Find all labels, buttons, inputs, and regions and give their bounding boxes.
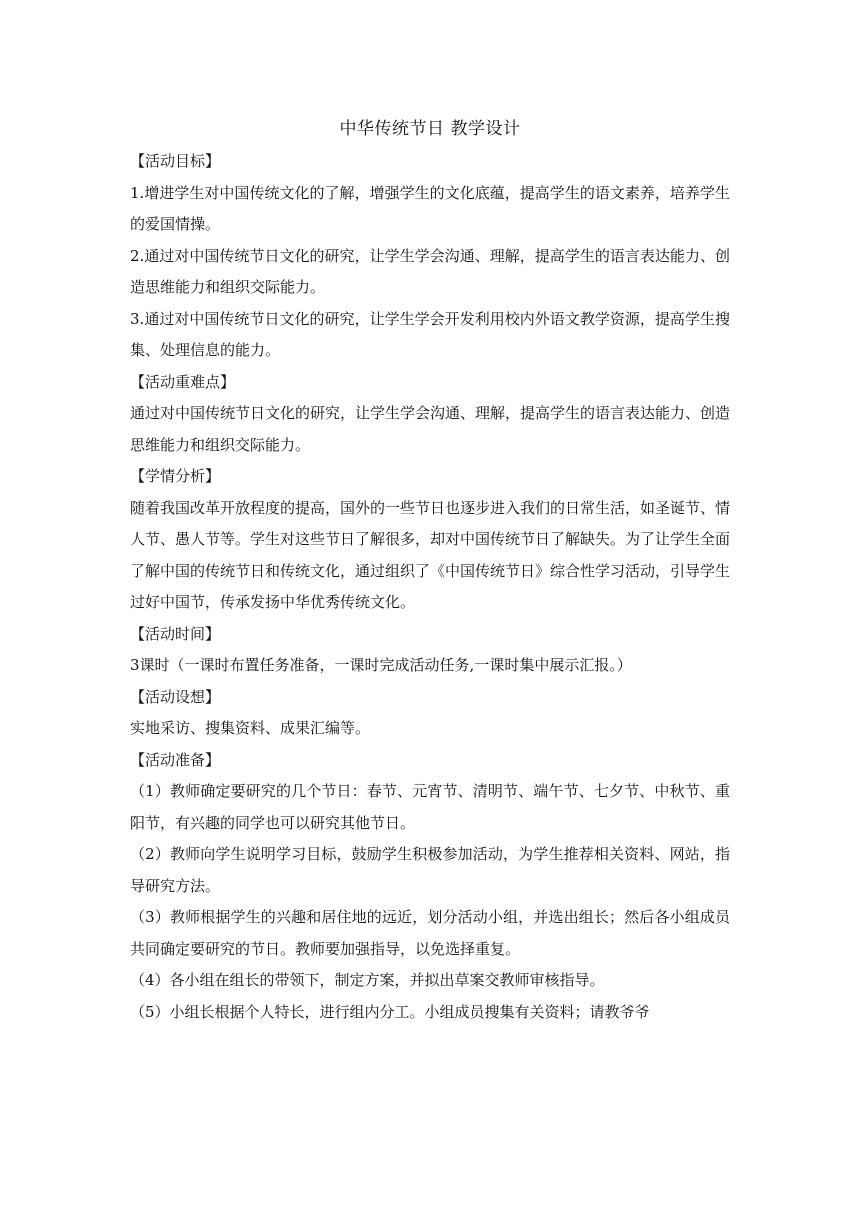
goal-paragraph-3: 3.通过对中国传统节日文化的研究，让学生学会开发利用校内外语文教学资源，提高学生搜集、处理信息的能力。	[130, 309, 730, 359]
preparation-item-5: （5）小组长根据个人特长，进行组内分工。小组成员搜集有关资料；请教爷爷	[130, 1002, 650, 1021]
preparation-item-4: （4）各小组在组长的带领下，制定方案，并拟出草案交教师审核指导。	[130, 971, 605, 989]
time-paragraph: 3课时（一课时布置任务准备，一课时完成活动任务,一课时集中展示汇报。）	[130, 656, 632, 674]
plan-paragraph: 实地采访、搜集资料、成果汇编等。	[130, 719, 371, 737]
section-heading-time: 【活动时间】	[130, 624, 221, 643]
section-heading-analysis: 【学情分析】	[130, 467, 221, 485]
section-heading-preparation: 【活动准备】	[130, 750, 221, 769]
key-points-paragraph: 通过对中国传统节日文化的研究，让学生学会沟通、理解，提高学生的语言表达能力、创造思维能力和组织交际能力。	[130, 404, 731, 454]
section-heading-plan: 【活动设想】	[130, 687, 221, 706]
section-heading-key-points: 【活动重难点】	[130, 372, 236, 391]
document-title: 中华传统节日 教学设计	[339, 119, 521, 139]
document-page	[130, 112, 730, 1028]
preparation-item-3: （3）教师根据学生的兴趣和居住地的远近，划分活动小组，并选出组长；然后各小组成员共同确定要研究的节日。教师要加强指导，以免选择重复。	[130, 908, 730, 958]
analysis-paragraph: 随着我国改革开放程度的提高，国外的一些节日也逐步进入我们的日常生活，如圣诞节、情人节、愚人节等。学生对这些节日了解很多，却对中国传统节日了解缺失。为了让学生全面了解中国的传统节日和传统文化，通过组织了《中国传统节日》综合性学习活动，引导学生过好中国节，传承发扬中华优秀传统文化。	[130, 498, 731, 611]
goal-paragraph-1: 1.增进学生对中国传统文化的了解，增强学生的文化底蕴，提高学生的语文素养，培养学生的爱国情操。	[130, 183, 730, 233]
preparation-item-1: （1）教师确定要研究的几个节日：春节、元宵节、清明节、端午节、七夕节、中秋节、重阳节，有兴趣的同学也可以研究其他节日。	[130, 782, 730, 832]
preparation-item-2: （2）教师向学生说明学习目标，鼓励学生积极参加活动，为学生推荐相关资料、网站，指导研究方法。	[130, 845, 730, 895]
goal-paragraph-2: 2.通过对中国传统节日文化的研究，让学生学会沟通、理解，提高学生的语言表达能力、创造思维能力和组织交际能力。	[130, 246, 730, 296]
section-heading-goals: 【活动目标】	[130, 152, 221, 170]
